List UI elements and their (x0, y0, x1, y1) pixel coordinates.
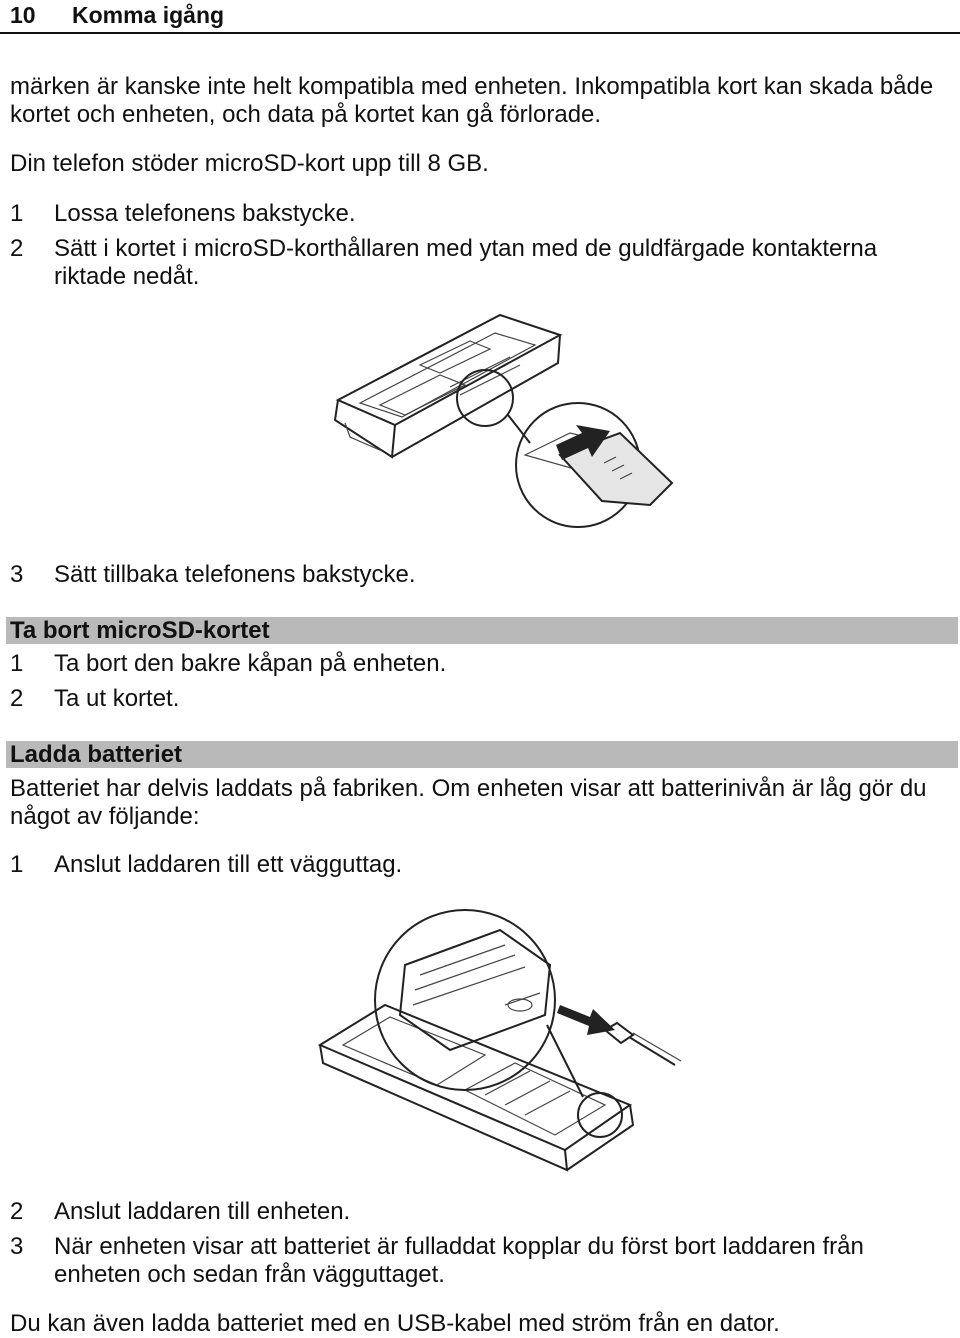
intro-line-1: märken är kanske inte helt kompatibla med enheten. Inkompatibla kort kan skada både (10, 73, 934, 100)
step-number: 3 (10, 561, 24, 588)
step-number: 1 (10, 650, 24, 677)
step-text: Sätt tillbaka telefonens bakstycke. (54, 561, 416, 588)
step-text: Sätt i kortet i microSD-korthållaren med ytan med de guldfärgade kontakterna (54, 235, 878, 262)
phone-front-drawing (320, 1005, 633, 1170)
connect-arrow-icon (557, 1005, 615, 1035)
section-title-remove: Ta bort microSD-kortet (10, 617, 270, 644)
charger-plug-drawing (605, 1023, 681, 1065)
step-text: Anslut laddaren till enheten. (54, 1198, 351, 1225)
phone-end-detail-drawing (400, 930, 550, 1050)
chapter-title: Komma igång (72, 2, 225, 28)
step-number: 2 (10, 235, 24, 262)
step-text: När enheten visar att batteriet är fulladdat kopplar du först bort laddaren från (54, 1233, 864, 1260)
step-number: 1 (10, 851, 24, 878)
step-text: Lossa telefonens bakstycke. (54, 200, 356, 227)
charger-connect-illustration (315, 905, 690, 1175)
usb-charging-note: Du kan även ladda batteriet med en USB-kabel med ström från en dator. (10, 1310, 780, 1337)
step-number: 1 (10, 200, 24, 227)
page-number: 10 (10, 2, 36, 28)
step-number: 3 (10, 1233, 24, 1260)
microsd-insert-illustration (320, 305, 690, 530)
capacity-note: Din telefon stöder microSD-kort upp till 8 GB. (10, 150, 489, 177)
phone-back-drawing (335, 315, 560, 457)
section-title-charge: Ladda batteriet (10, 741, 183, 768)
intro-line-2: kortet och enheten, och data på kortet kan gå förlorade. (10, 101, 602, 128)
zoom-circle-small (457, 370, 513, 426)
step-text-cont: enheten och sedan från vägguttaget. (54, 1261, 445, 1288)
step-text: Ta ut kortet. (54, 685, 180, 712)
step-text: Anslut laddaren till ett vägguttag. (54, 851, 403, 878)
step-number: 2 (10, 685, 24, 712)
charge-intro-line-1: Batteriet har delvis laddats på fabriken. Om enheten visar att batterinivån är låg gör du (10, 775, 927, 802)
charge-intro-line-2: något av följande: (10, 803, 200, 830)
step-text: Ta bort den bakre kåpan på enheten. (54, 650, 447, 677)
step-text-cont: riktade nedåt. (54, 263, 200, 290)
step-number: 2 (10, 1198, 24, 1225)
